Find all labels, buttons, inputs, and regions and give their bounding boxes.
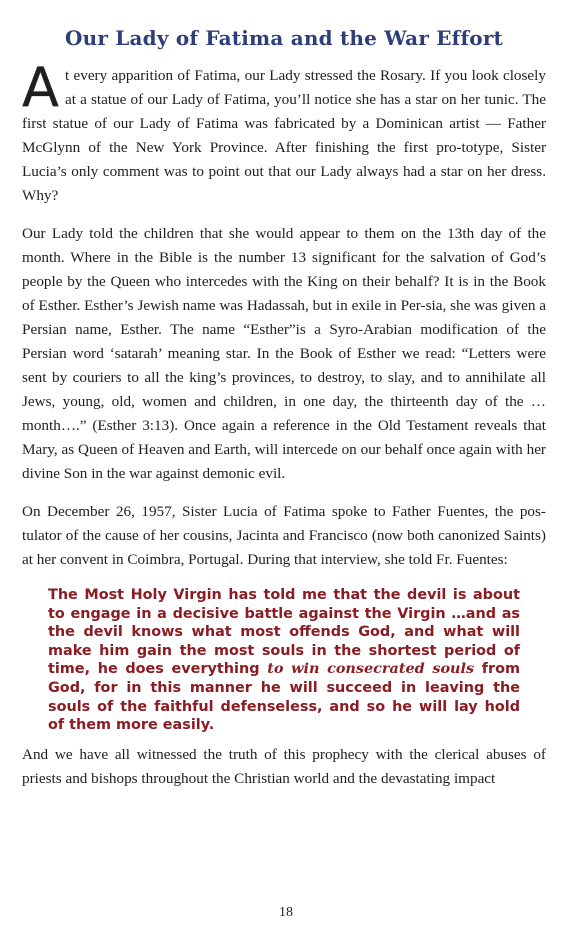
drop-cap: A [22,56,59,119]
paragraph-1 [22,56,546,208]
quote-part-1: The Most Holy Virgin has told me that the devil is about to engage in a decisive battle against the Virgin …and as the devil knows what most offends God, and what will make him gain the most souls in the shortest period of time, he does everything [48,587,520,678]
block-quote [48,586,520,735]
closing-paragraph: And we have all witnessed the truth of this prophecy with the clerical abuses of priests and bishops throughout the Christian world and the devastating impact [22,745,546,787]
paragraph-1-text: t every apparition of Fatima, our Lady stressed the Rosary. If you look closely at a statue of our Lady of Fatima, you’ll notice she has a star on her tunic. The first statue of our Lady of Fatima was fabricated by a Dominican artist — Father McGlynn of the New York Province. After finishing the first pro-totype, Sister Lucia’s only comment was to point out that our Lady always had a star on her dress. Why? [22,67,546,204]
paragraph-2: Our Lady told the children that she would appear to them on the 13th day of the month. Where in the Bible is the number 13 significant for the salvation of God’s people by the Queen who intercedes with the King on their behalf? It is in the Book of Esther. Esther’s Jewish name was Hadassah, but in exile in Per-sia, she was given a Persian name, Esther. The name “Esther”is a Syro-Arabian modification of the Persian word ‘satarah’ meaning star. In the Book of Esther we read: “Letters were sent by couriers to all the king’s provinces, to destroy, to slay, and to annihilate all Jews, young, old, women and children, in one day, the thirteenth day of the … month….” (Esther 3:13). Once again a reference in the Old Testament reveals that Mary, as Queen of Heaven and Earth, will intercede on our behalf once again with her divine Son in the war against demonic evil. [22,225,546,482]
paragraph-3: On December 26, 1957, Sister Lucia of Fatima spoke to Father Fuentes, the pos-tulator of the cause of her cousins, Jacinta and Francisco (now both canonized Saints) at her convent in Coimbra, Portugal. During that interview, she told Fr. Fuentes: [22,503,546,568]
page-number: 18 [279,905,293,920]
quote-italic: to win consecrated souls [267,660,475,678]
page-title: Our Lady of Fatima and the War Effort [64,26,503,50]
quote-part-2: from God, for in this manner he will succeed in leaving the souls of the faithful defenseless, and so he will lay hold of them more easily. [48,661,520,734]
